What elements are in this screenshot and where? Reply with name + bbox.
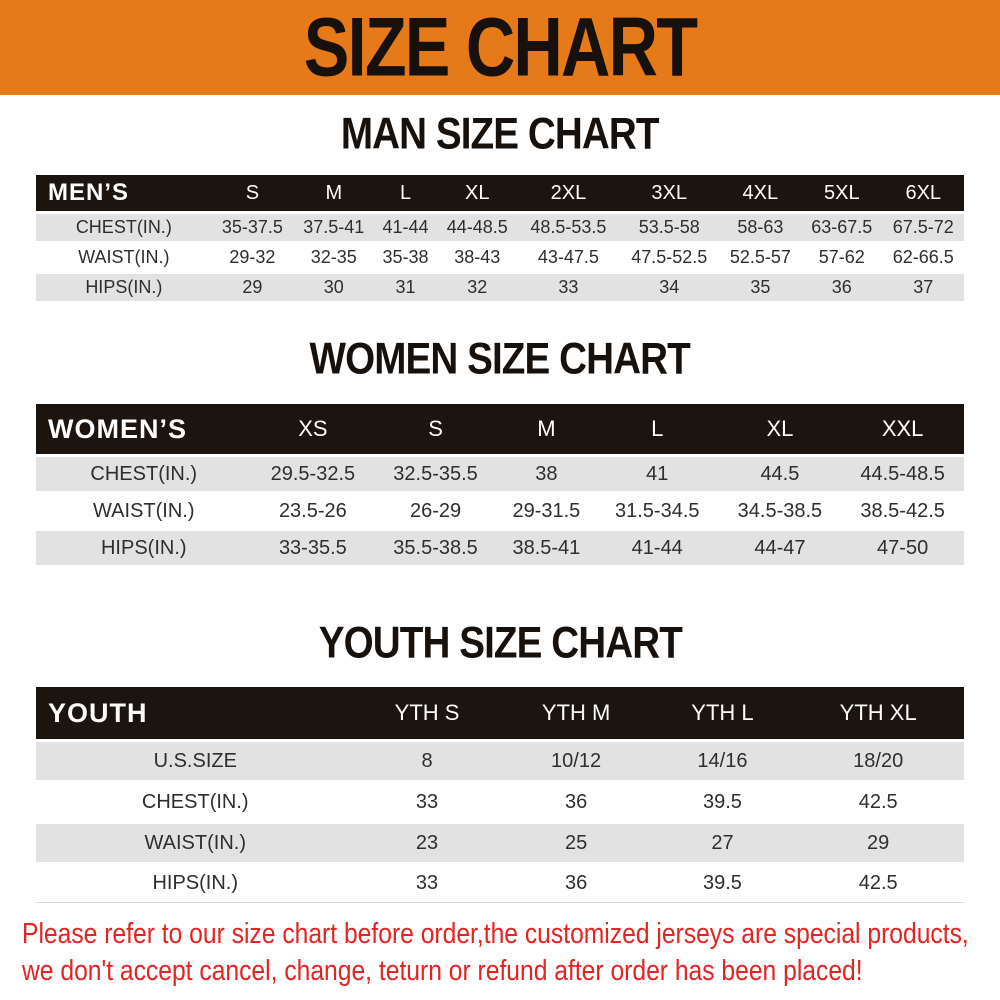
size-value-cell: 63-67.5 [811,217,873,237]
size-value-cell: 44.5-48.5 [860,462,945,485]
size-value-cell: 31 [395,277,416,297]
size-value-cell: 27 [711,831,734,854]
row-label: WAIST(IN.) [93,499,195,522]
banner-title: SIZE CHART [303,0,697,95]
table-header-label: WOMEN’S [48,413,187,444]
size-value-cell: 10/12 [551,749,602,772]
table-row [36,494,964,528]
size-value-cell: 44-47 [754,536,806,559]
size-value-cell: 14/16 [697,749,748,772]
size-value-cell: 33 [558,277,579,297]
footer-note [0,916,1000,990]
size-value-cell: 31.5-34.5 [614,499,700,522]
size-column-header: YTH XL [839,700,917,725]
size-value-cell: 47.5-52.5 [631,247,708,267]
row-label: WAIST(IN.) [78,247,170,267]
size-value-cell: 25 [564,831,588,854]
size-column-header: XS [298,416,328,441]
table-row [36,865,964,903]
size-column-header: XL [766,416,794,441]
women-size-table [36,401,964,568]
size-value-cell: 35-37.5 [221,217,283,237]
size-value-cell: 35.5-38.5 [393,536,478,559]
table-row [36,742,964,780]
size-value-cell: 57-62 [818,247,865,267]
table-header-row [36,404,964,454]
table-row [36,783,964,821]
size-value-cell: 62-66.5 [892,247,954,267]
size-value-cell: 44.5 [760,462,800,485]
table-header-row [36,687,964,739]
size-value-cell: 39.5 [653,865,793,903]
table-row [36,214,964,241]
footer-line-1: Please refer to our size chart before order,the customized jerseys are special products, [22,918,969,950]
size-value-cell: 34 [659,277,680,297]
size-value-cell: 29.5-32.5 [270,462,356,485]
size-value-cell: 23 [415,831,439,854]
man-size-chart-section [0,108,1000,304]
size-value-cell: 18/20 [853,749,904,772]
size-value-cell: 42.5 [792,865,964,903]
youth-size-table [36,684,964,906]
size-value-cell: 35-38 [382,247,429,267]
size-value-cell: 67.5-72 [892,217,954,237]
size-value-cell: 38.5-41 [512,536,581,559]
size-value-cell: 52.5-57 [729,247,791,267]
table-header-label: YOUTH [48,697,148,728]
size-value-cell: 48.5-53.5 [530,217,607,237]
size-column-header: L [399,181,412,204]
size-column-header: YTH M [541,700,611,725]
size-column-header: M [325,181,343,204]
size-column-header: XXL [881,416,924,441]
size-column-header: M [537,416,556,441]
man-section-heading-text: MAN SIZE CHART [341,108,659,159]
size-value-cell: 30 [323,277,344,297]
size-value-cell: 43-47.5 [537,247,599,267]
size-value-cell: 29-32 [229,247,276,267]
size-column-header: XL [465,181,490,204]
size-column-header: YTH L [691,700,754,725]
size-value-cell: 32-35 [310,247,357,267]
size-value-cell: 33-35.5 [278,536,347,559]
table-row [36,531,964,565]
table-row [36,244,964,271]
size-value-cell: 38-43 [454,247,501,267]
size-column-header: 6XL [905,181,942,204]
size-value-cell: 29 [867,831,890,854]
size-value-cell: 53.5-58 [638,217,700,237]
women-section-heading [0,333,1000,384]
table-header-row [36,175,964,211]
size-value-cell: 8 [421,749,433,772]
size-column-header: 3XL [651,181,688,204]
size-value-cell: 36 [500,865,653,903]
table-row [36,457,964,491]
row-label: HIPS(IN.) [85,277,163,297]
size-value-cell: 36 [564,790,588,813]
row-label: WAIST(IN.) [144,831,246,854]
men-size-table [36,172,964,304]
youth-section-heading-text: YOUTH SIZE CHART [318,617,682,668]
size-column-header: YTH S [394,700,460,725]
size-column-header: S [428,416,443,441]
size-value-cell: 44-48.5 [446,217,508,237]
size-value-cell: 33 [415,790,439,813]
women-section-heading-text: WOMEN SIZE CHART [309,333,691,384]
size-value-cell: 36 [831,277,852,297]
size-column-header: 2XL [550,181,587,204]
size-value-cell: 42.5 [858,790,898,813]
size-value-cell: 37.5-41 [303,217,365,237]
footer-line-2: we don't accept cancel, change, teturn or refund after order has been placed! [22,955,863,987]
size-value-cell: 33 [355,865,500,903]
row-label: U.S.SIZE [153,749,237,772]
size-value-cell: 35 [750,277,771,297]
size-value-cell: 47-50 [877,536,929,559]
table-row [36,274,964,301]
size-value-cell: 34.5-38.5 [737,499,823,522]
size-value-cell: 41 [646,462,669,485]
table-row [36,824,964,862]
size-value-cell: 29-31.5 [512,499,581,522]
size-value-cell: 26-29 [409,499,462,522]
size-value-cell: 32 [467,277,488,297]
size-value-cell: 41-44 [382,217,429,237]
size-value-cell: 37 [913,277,934,297]
size-value-cell: 23.5-26 [278,499,347,522]
size-chart-banner [0,0,1000,95]
size-value-cell: 32.5-35.5 [393,462,478,485]
size-column-header: 5XL [823,181,860,204]
size-column-header: 4XL [742,181,779,204]
row-label: HIPS(IN.) [100,536,187,559]
row-label: CHEST(IN.) [75,217,172,237]
man-section-heading [0,108,1000,159]
row-label: CHEST(IN.) [90,462,198,485]
youth-size-chart-section [0,617,1000,906]
size-value-cell: 29 [242,277,263,297]
row-label: CHEST(IN.) [141,790,249,813]
youth-section-heading [0,617,1000,668]
size-column-header: L [651,416,664,441]
size-value-cell: 38.5-42.5 [860,499,945,522]
size-value-cell: 58-63 [737,217,784,237]
size-value-cell: 38 [535,462,558,485]
row-label: HIPS(IN.) [36,865,355,903]
women-size-chart-section [0,333,1000,568]
size-value-cell: 39.5 [702,790,742,813]
table-header-label: MEN’S [48,179,130,206]
size-column-header: S [245,181,260,204]
size-value-cell: 41-44 [631,536,683,559]
